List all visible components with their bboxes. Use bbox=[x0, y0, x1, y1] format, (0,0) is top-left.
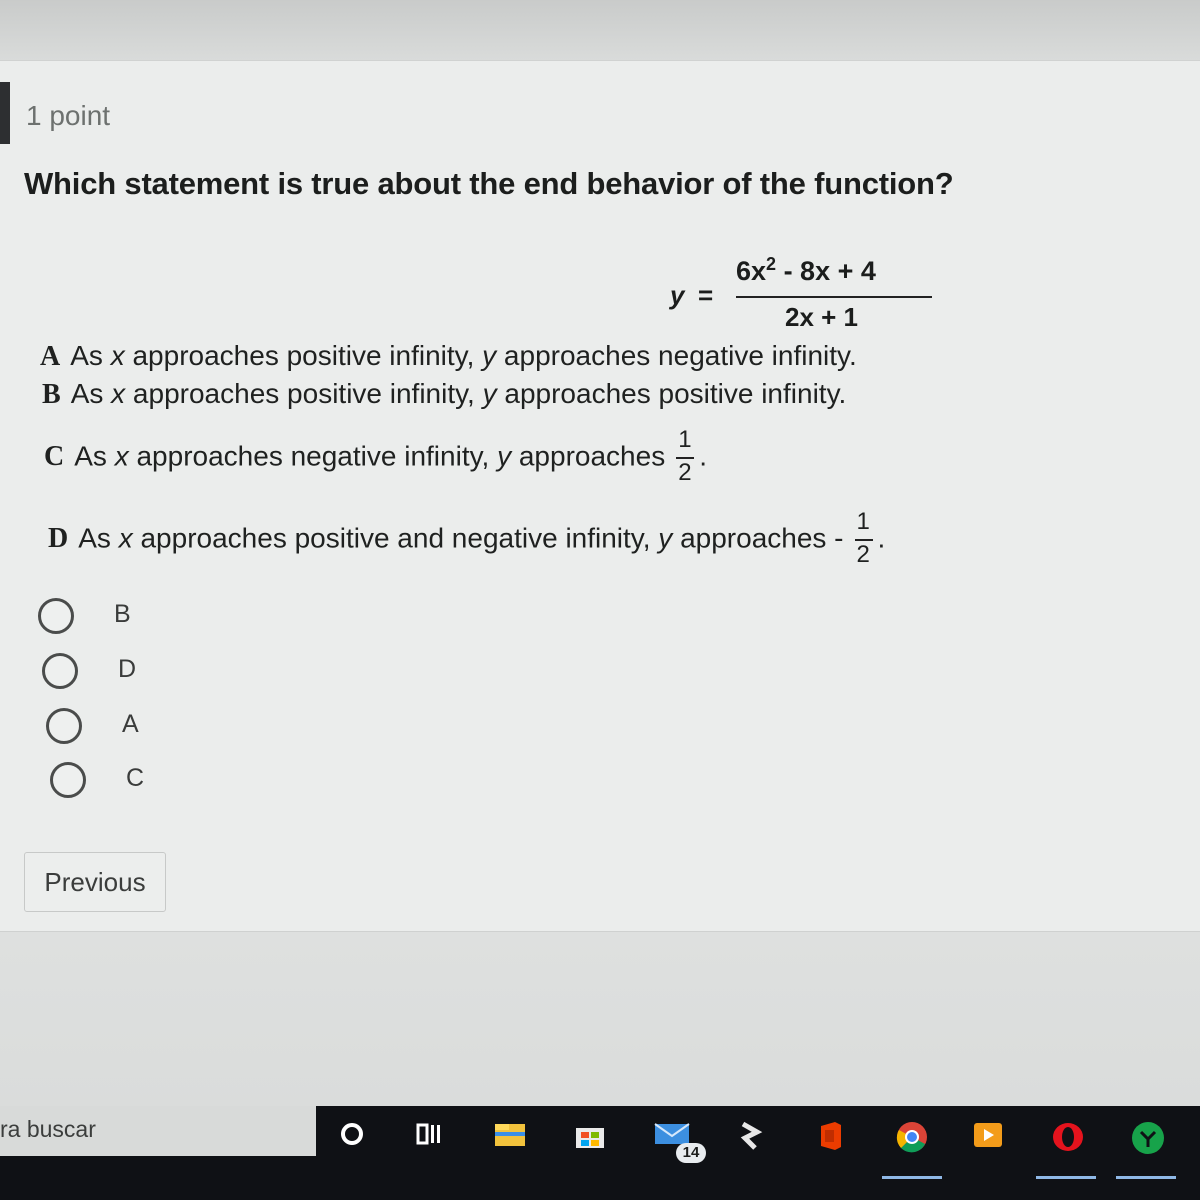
file-explorer-icon[interactable] bbox=[490, 1120, 530, 1158]
active-indicator bbox=[882, 1176, 942, 1179]
formula-lhs: y bbox=[670, 280, 685, 310]
previous-button[interactable]: Previous bbox=[24, 852, 166, 912]
option-d[interactable] bbox=[42, 649, 242, 693]
active-indicator bbox=[1116, 1176, 1176, 1179]
radio-button[interactable] bbox=[46, 708, 82, 744]
mail-badge: 14 bbox=[676, 1143, 706, 1163]
statement-b: B As x approaches positive infinity, y approaches positive infinity. bbox=[42, 378, 847, 410]
taskbar bbox=[0, 1106, 1200, 1200]
formula-denominator: 2x + 1 bbox=[785, 302, 859, 332]
radio-button[interactable] bbox=[38, 598, 74, 634]
cortana-icon[interactable] bbox=[332, 1120, 372, 1158]
taskbar-search[interactable] bbox=[0, 1106, 316, 1156]
opera-icon[interactable] bbox=[1048, 1120, 1088, 1158]
option-c[interactable] bbox=[50, 758, 250, 802]
option-b[interactable] bbox=[38, 594, 238, 638]
option-a[interactable] bbox=[46, 704, 246, 748]
app-icon[interactable] bbox=[1128, 1120, 1168, 1158]
option-label: D bbox=[118, 655, 137, 683]
option-label: C bbox=[126, 764, 145, 792]
formula-numerator: $6x^2 - 8x + 4$ bbox=[736, 254, 876, 286]
top-band bbox=[0, 0, 1200, 60]
fraction-one-half: $\frac{1}{2}$ bbox=[673, 428, 699, 488]
statement-c: C As x approaches negative infinity, y approaches $\frac{1}{2}$ . bbox=[44, 426, 707, 486]
fraction-bar bbox=[736, 296, 932, 298]
accent-bar bbox=[0, 82, 10, 144]
office-icon[interactable] bbox=[810, 1120, 850, 1158]
formula-equals: = bbox=[698, 280, 714, 310]
sway-icon[interactable] bbox=[730, 1120, 770, 1158]
function-formula bbox=[670, 252, 940, 342]
points-label: 1 point bbox=[26, 100, 111, 131]
question-text: Which statement is true about the end behavior of the function? bbox=[24, 166, 954, 201]
statement-a: A As x approaches positive infinity, y approaches negative infinity. bbox=[40, 340, 857, 372]
radio-button[interactable] bbox=[42, 653, 78, 689]
store-icon[interactable] bbox=[570, 1120, 610, 1158]
search-text: ra buscar bbox=[0, 1116, 96, 1142]
fraction-one-half: $\frac{1}{2}$ bbox=[852, 510, 878, 570]
media-icon[interactable] bbox=[968, 1120, 1008, 1158]
chrome-icon[interactable] bbox=[892, 1120, 932, 1158]
radio-button[interactable] bbox=[50, 762, 86, 798]
statement-d: D As x approaches positive and negative infinity, y approaches - $\frac{1}{2}$ . bbox=[48, 508, 886, 568]
active-indicator bbox=[1036, 1176, 1096, 1179]
task-view-icon[interactable] bbox=[410, 1120, 450, 1158]
option-label: A bbox=[122, 710, 139, 738]
option-label: B bbox=[114, 600, 131, 628]
